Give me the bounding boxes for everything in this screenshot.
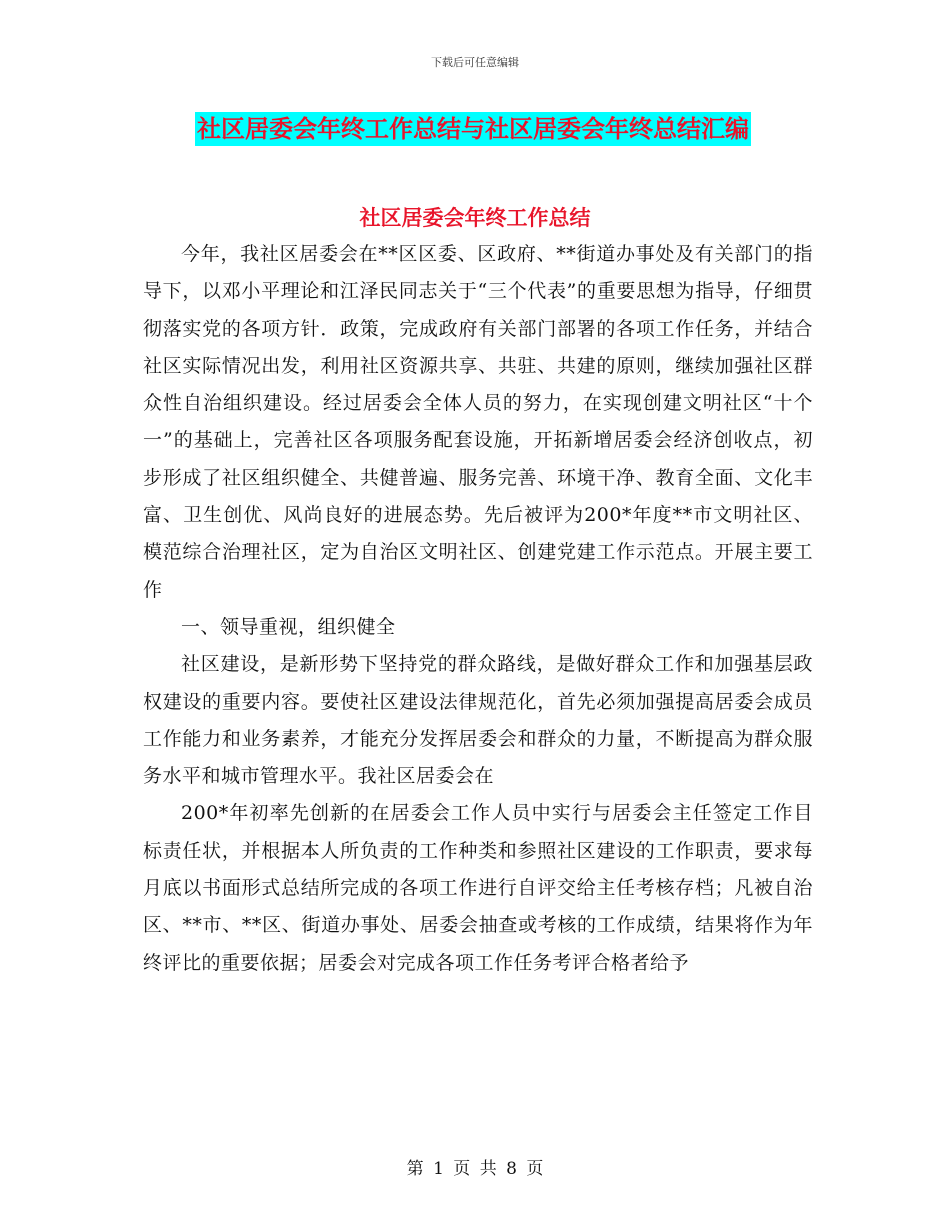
document-body [143, 236, 813, 982]
paragraph-heading-1: 一、领导重视，组织健全 [181, 615, 396, 638]
document-main-title: 社区居委会年终工作总结与社区居委会年终总结汇编 [195, 112, 751, 146]
page-footer: 第 1 页 共 8 页 [406, 1159, 544, 1179]
paragraph-community-building: 社区建设，是新形势下坚持党的群众路线，是做好群众工作和加强基层政权建设的重要内容。要使社区建设法律规范化，首先必须加强提高居委会成员工作能力和业务素养，才能充分发挥居委会和群众的力量，不断提高为群众服务水平和城市管理水平。我社区居委会在 [143, 653, 813, 788]
paragraph-intro: 今年，我社区居委会在**区区委、区政府、**街道办事处及有关部门的指导下，以邓小平理论和江泽民同志关于“三个代表”的重要思想为指导，仔细贯彻落实党的各项方针．政策，完成政府有关部门部署的各项工作任务，并结合社区实际情况出发，利用社区资源共享、共驻、共建的原则，继续加强社区群众性自治组织建设。经过居委会全体人员的努力，在实现创建文明社区“十个一”的基础上，完善社区各项服务配套设施，开拓新增居委会经济创收点，初步形成了社区组织健全、共健普遍、服务完善、环境干净、教育全面、文化丰富、卫生创优、风尚良好的进展态势。先后被评为200*年度**市文明社区、模范综合治理社区，定为自治区文明社区、创建党建工作示范点。开展主要工作 [143, 243, 813, 601]
section-title: 社区居委会年终工作总结 [359, 206, 591, 230]
header-note: 下载后可任意编辑 [431, 56, 519, 69]
paragraph-responsibility: 200*年初率先创新的在居委会工作人员中实行与居委会主任签定工作目标责任状，并根据本人所负责的工作种类和参照社区建设的工作职责，要求每月底以书面形式总结所完成的各项工作进行自评交给主任考核存档；凡被自治区、**市、**区、街道办事处、居委会抽查或考核的工作成绩，结果将作为年终评比的重要依据；居委会对完成各项工作任务考评合格者给予 [143, 802, 813, 974]
